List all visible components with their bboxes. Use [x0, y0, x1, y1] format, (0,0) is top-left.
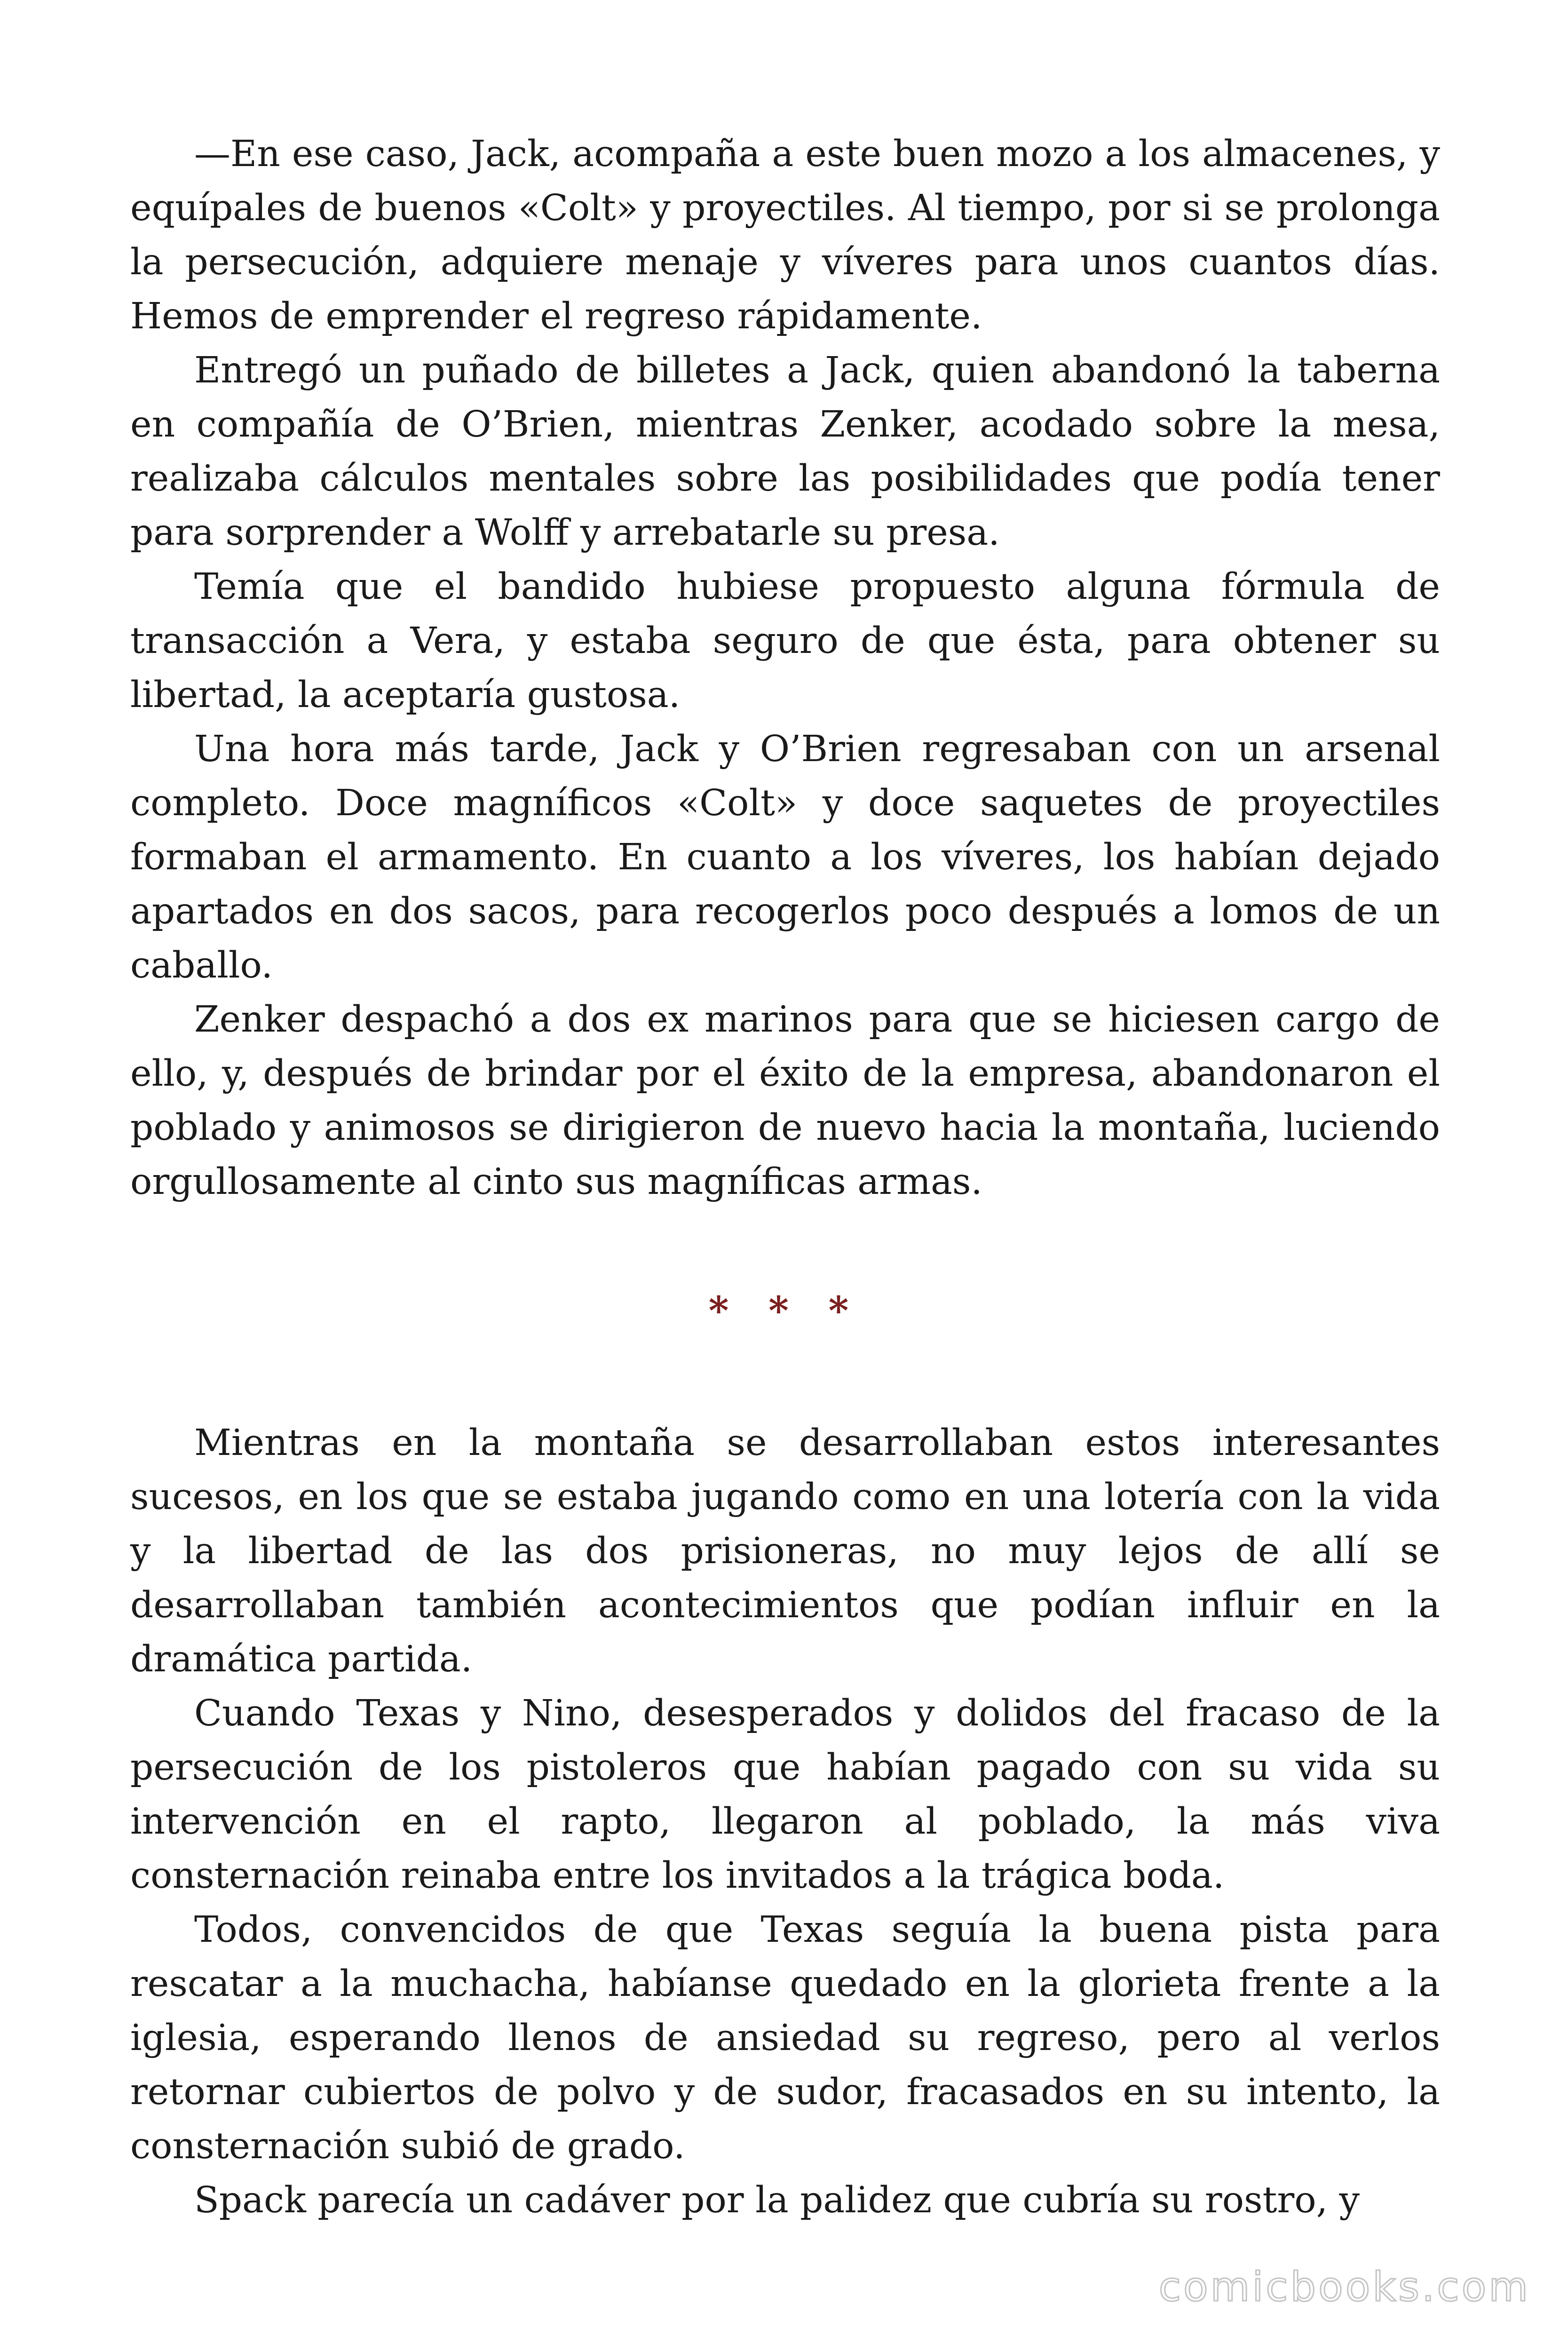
- paragraph-9: Spack parecía un cadáver por la palidez que cubría su rostro, y: [194, 2179, 1360, 2221]
- paragraph-1: —En ese caso, Jack, acompaña a este buen mozo a los almacenes, y equípales de buenos «Colt» y proyectiles. Al tiempo, por si se prolonga la persecución, adquiere menaje y víveres para unos cuantos días. Hemos de emprender el regreso rápidamente.: [130, 133, 1440, 337]
- paragraph-3: Temía que el bandido hubiese propuesto alguna fórmula de transacción a Vera, y estaba seguro de que ésta, para obtener su libertad, la aceptaría gustosa.: [130, 566, 1440, 716]
- paragraph-2: Entregó un puñado de billetes a Jack, quien abandonó la taberna en compañía de O’Brien, mientras Zenker, acodado sobre la mesa, realizaba cálculos mentales sobre las posibilidades que podía tener para sorprender a Wolff y arrebatarle su presa.: [130, 350, 1440, 554]
- paragraph-8: Todos, convencidos de que Texas seguía la buena pista para rescatar a la muchacha, habíanse quedado en la glorieta frente a la iglesia, esperando llenos de ansiedad su regreso, pero al verlos retornar cubiertos de polvo y de sudor, fracasados en su intento, la consternación subió de grado.: [130, 1909, 1440, 2167]
- site-watermark: comicbooks.com: [1158, 2264, 1530, 2311]
- paragraph-7: Cuando Texas y Nino, desesperados y dolidos del fracaso de la persecución de los pistoleros que habían pagado con su vida su intervención en el rapto, llegaron al poblado, la más viva consternación reinaba entre los invitados a la trágica boda.: [130, 1692, 1440, 1897]
- paragraph-5: Zenker despachó a dos ex marinos para que se hiciesen cargo de ello, y, después de brindar por el éxito de la empresa, abandonaron el poblado y animosos se dirigieron de nuevo hacia la montaña, luciendo orgullosamente al cinto sus magníficas armas.: [130, 999, 1440, 1203]
- paragraph-6: Mientras en la montaña se desarrollaban estos interesantes sucesos, en los que se estaba jugando como en una lotería con la vida y la libertad de las dos prisioneras, no muy lejos de allí se desarrollaban también acontecimientos que podían influir en la dramática partida.: [130, 1422, 1440, 1680]
- paragraph-4: Una hora más tarde, Jack y O’Brien regresaban con un arsenal completo. Doce magníficos «Colt» y doce saquetes de proyectiles formaban el armamento. En cuanto a los víveres, los habían dejado apartados en dos sacos, para recogerlos poco después a lomos de un caballo.: [130, 728, 1440, 986]
- book-page-text: [130, 127, 1440, 2227]
- section-separator: * * *: [708, 1288, 862, 1334]
